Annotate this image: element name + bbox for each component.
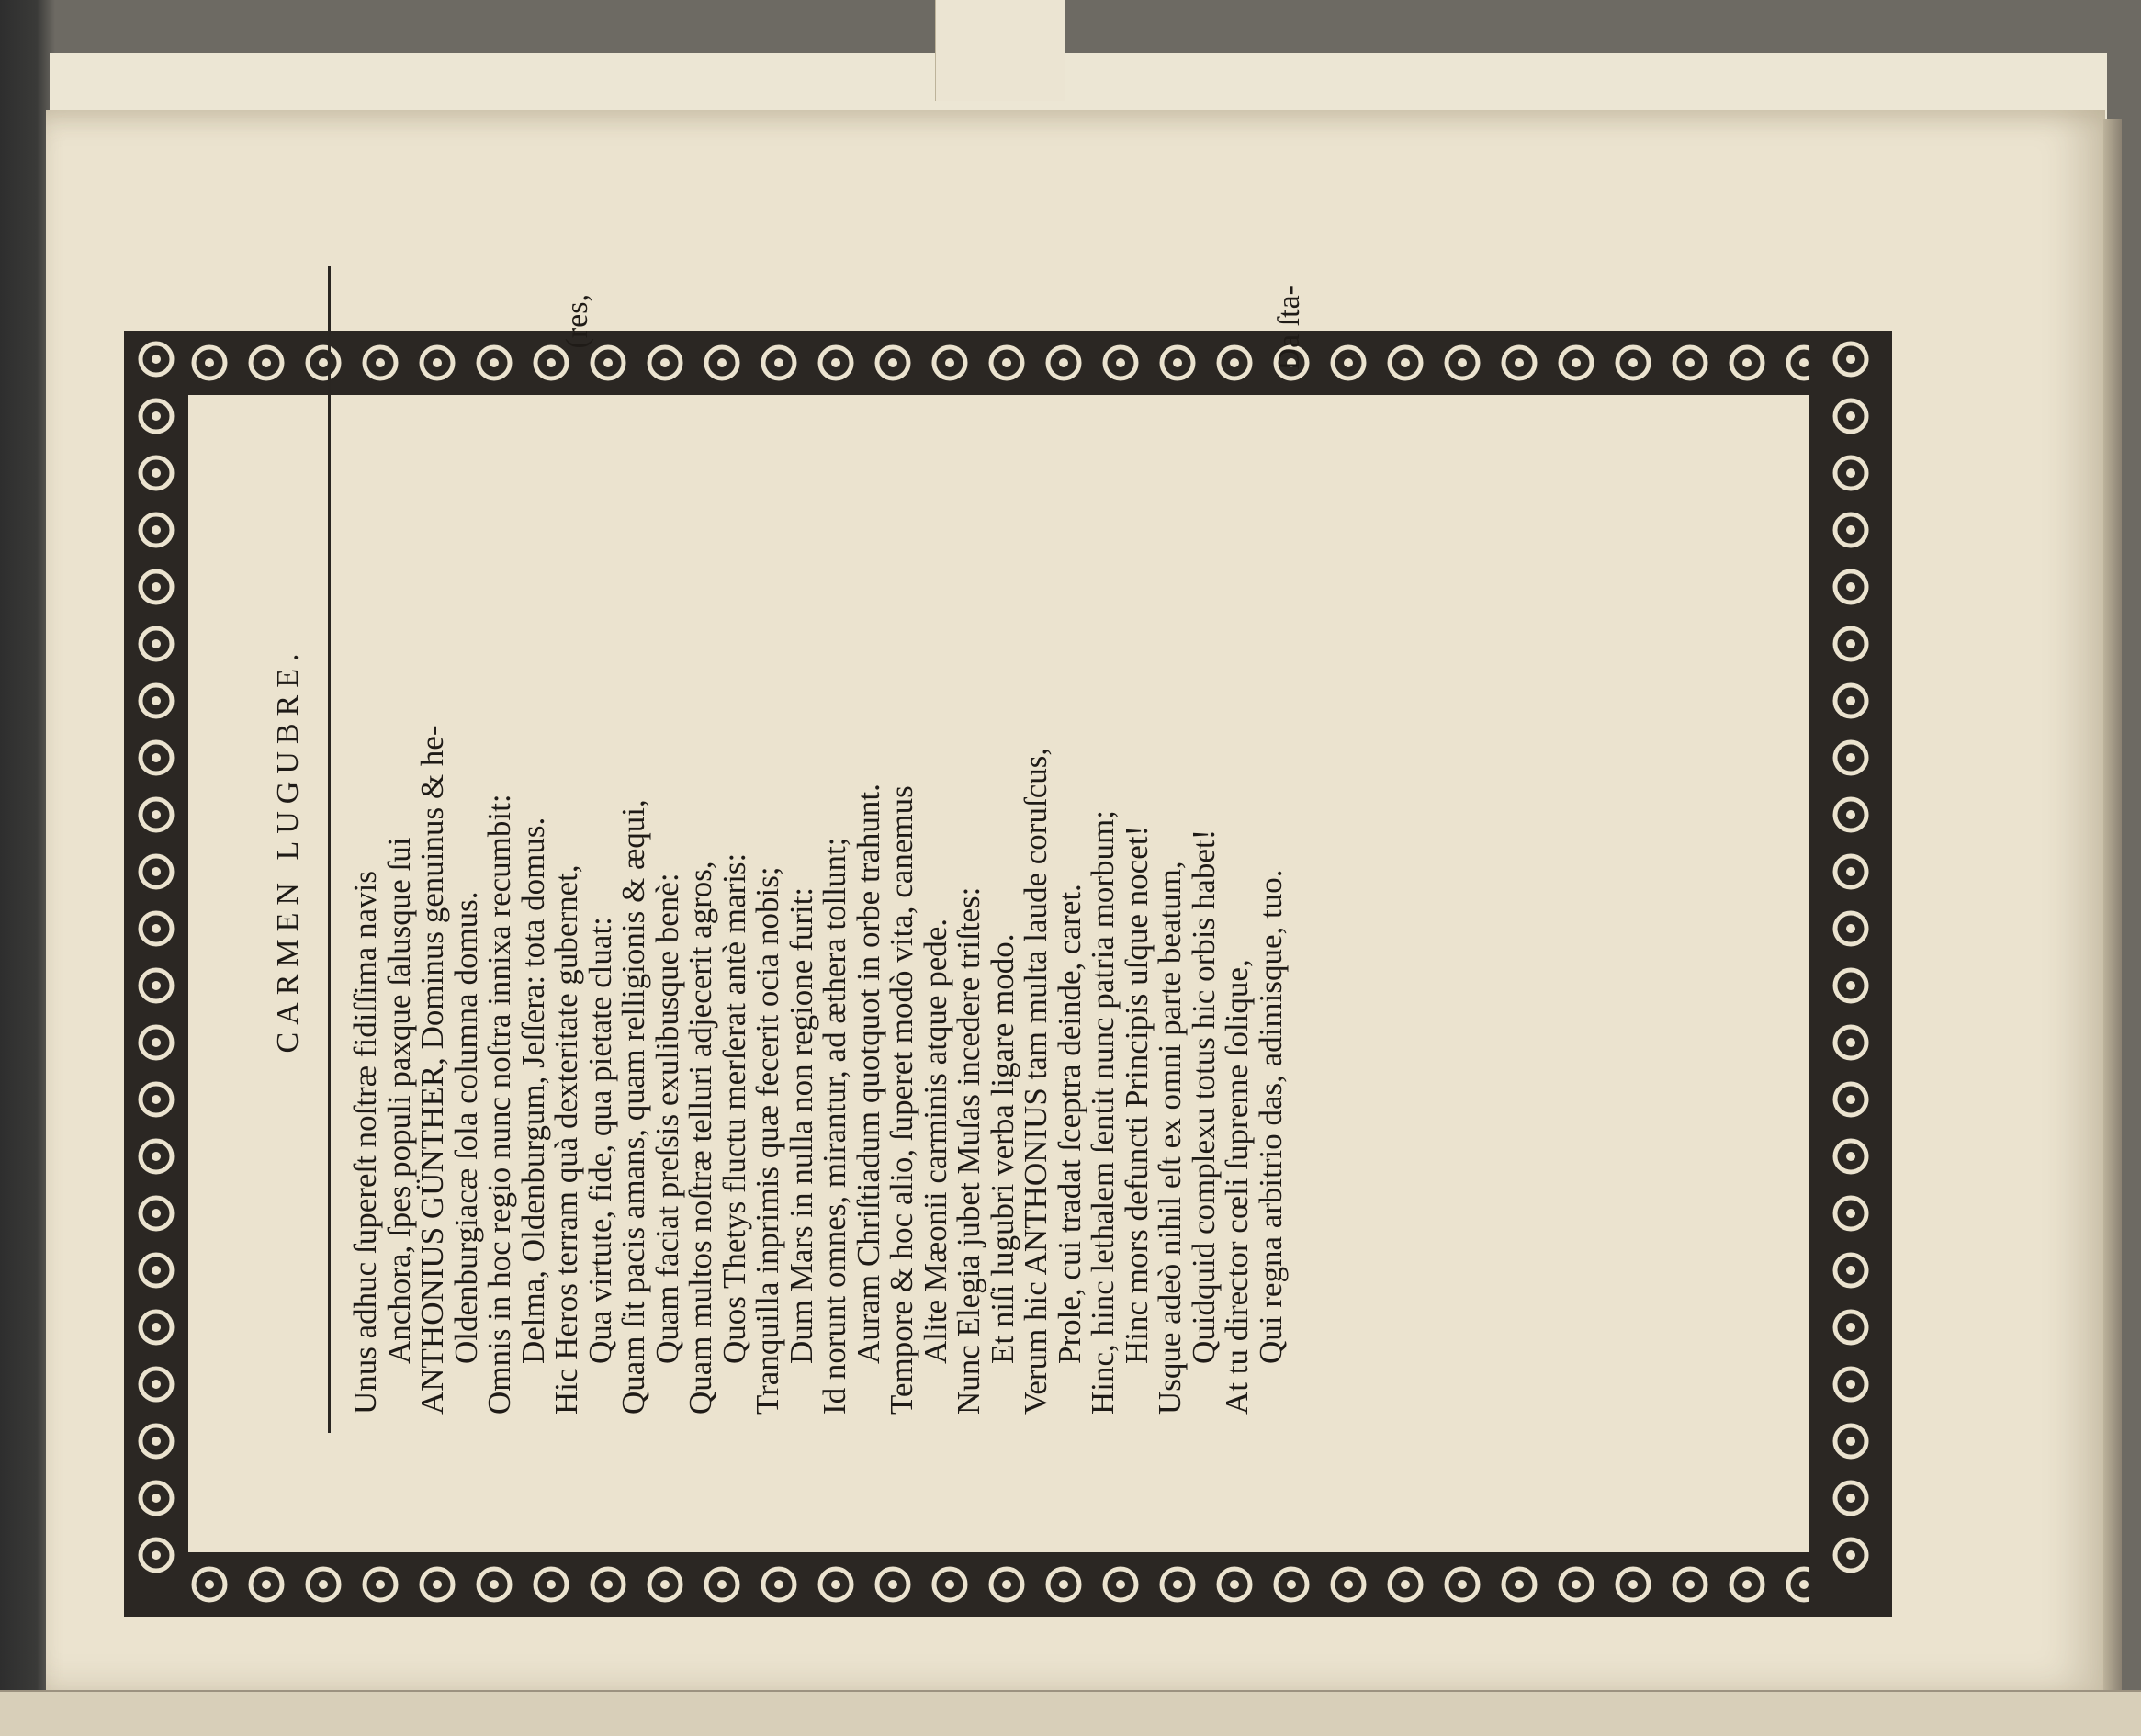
verse-line: Usque adeò nihil eſt ex omni parte beatum, [1152, 861, 1188, 1415]
overflow-word: (res, [560, 294, 594, 349]
scroll-dot [152, 411, 161, 421]
scroll-dot [262, 358, 271, 367]
scroll-dot [490, 1580, 499, 1589]
scroll-dot [1846, 468, 1855, 478]
scroll-dot [152, 1266, 161, 1275]
scroll-dot [433, 1580, 442, 1589]
verse-line: Qua virtute, fide, qua pietate cluat: [581, 917, 618, 1364]
verse-line: Verum hic ANTHONIUS tam multa laude coruſcus, [1018, 747, 1054, 1415]
verse-line: Quos Thetys fluctu merſerat antè maris: [716, 852, 752, 1364]
scroll-dot [205, 1580, 214, 1589]
verse-line: ANTHONIUS GÜNTHER, Dominus genuinus & he- [414, 725, 450, 1415]
scroll-dot [1287, 1580, 1296, 1589]
scroll-dot [660, 1580, 670, 1589]
scroll-dot [152, 1437, 161, 1446]
scroll-dot [1846, 753, 1855, 762]
verse-line: Oldenburgiacæ ſola columna domus. [447, 891, 484, 1364]
scroll-dot [1002, 1580, 1011, 1589]
scroll-dot [1846, 1437, 1855, 1446]
scroll-dot [1685, 1580, 1695, 1589]
scroll-dot [262, 1580, 271, 1589]
verse-line: Anchora, ſpes populi paxque ſalusque ſui [380, 837, 417, 1364]
verse-list [349, 276, 1288, 1415]
scroll-dot [152, 355, 161, 364]
verse-line: Quam faciat preſsis exulibusque benè: [648, 873, 685, 1364]
scroll-dot [152, 1152, 161, 1161]
verse-line: Prole, cui tradat ſceptra deinde, caret. [1051, 884, 1087, 1364]
scroll-dot [1628, 1580, 1638, 1589]
verse-line: Delma, Oldenburgum, Jeſſera: tota domus. [514, 817, 551, 1364]
scroll-dot [1846, 1494, 1855, 1503]
verse-line: Hinc, hinc lethalem ſentit nunc patria morbum; [1085, 809, 1121, 1415]
scroll-dot [547, 1580, 556, 1589]
scroll-dot [152, 639, 161, 648]
scroll-dot [1742, 358, 1752, 367]
verse-line: Hinc mors defuncti Principis uſque nocet! [1118, 825, 1155, 1364]
scroll-dot [152, 696, 161, 705]
scroll-dot [152, 867, 161, 876]
scroll-dot [1116, 1580, 1125, 1589]
scroll-dot [152, 1038, 161, 1047]
scroll-dot [888, 1580, 897, 1589]
scroll-dot [1742, 1580, 1752, 1589]
catchword: Da ſta- [1272, 285, 1306, 371]
scroll-dot [717, 1580, 727, 1589]
scroll-dot [1846, 981, 1855, 990]
verse-line: Quam multos noſtræ telluri adjecerit agros, [682, 861, 718, 1415]
verse-line: Tranquilla inprimis quæ fecerit ocia nobis; [749, 866, 785, 1415]
verse-line: Nunc Elegia jubet Muſas incedere triſtes: [951, 886, 986, 1415]
verse-line: Dum Mars in nulla non regione furit: [783, 886, 819, 1364]
scroll-dot [152, 1550, 161, 1560]
scroll-dot [1846, 1209, 1855, 1218]
scroll-dot [319, 1580, 328, 1589]
scroll-dot [152, 810, 161, 819]
scroll-dot [945, 1580, 954, 1589]
scroll-dot [831, 1580, 840, 1589]
scroll-dot [1059, 1580, 1068, 1589]
scroll-dot [1458, 1580, 1467, 1589]
scroll-dot [1846, 810, 1855, 819]
verse-line: At tu director cœli ſupreme ſolique, [1219, 959, 1255, 1415]
scroll-dot [1846, 1380, 1855, 1389]
scroll-dot [774, 1580, 783, 1589]
scroll-dot [152, 981, 161, 990]
verse-line: Id norunt omnes, mirantur, ad æthera tollunt; [817, 837, 852, 1415]
scroll-dot [1846, 411, 1855, 421]
verse-line: Hic Heros terram quà dexteritate gubernet, [548, 864, 584, 1415]
scroll-dot [1344, 1580, 1353, 1589]
verse-line: Tempore & hoc alio, ſuperet modò vita, canemus [884, 785, 919, 1415]
verse-line: Unus adhuc ſupereſt noſtræ fidiſſima navis [347, 871, 383, 1415]
scroll-dot [152, 924, 161, 933]
verse-line: Auram Chriſtiadum quotquot in orbe trahunt. [850, 783, 886, 1364]
scroll-dot [152, 468, 161, 478]
scroll-dot [152, 1380, 161, 1389]
scroll-dot [1846, 696, 1855, 705]
scroll-dot [1846, 639, 1855, 648]
verse-line: Alite Mæonii carminis atque pede. [917, 918, 953, 1364]
verse-line: Quam ſit pacis amans, quam relligionis & æqui, [615, 799, 651, 1415]
scroll-dot [1846, 1550, 1855, 1560]
scroll-dot [1846, 1095, 1855, 1104]
scroll-dot [152, 582, 161, 592]
scroll-dot [376, 1580, 385, 1589]
poem-title: CARMEN LUGUBRE. [271, 646, 305, 1054]
scroll-dot [1846, 1038, 1855, 1047]
scroll-dot [1173, 1580, 1182, 1589]
scroll-dot [1230, 1580, 1239, 1589]
scroll-dot [1846, 355, 1855, 364]
verse-line: Et niſi lugubri verba ligare modo. [984, 933, 1020, 1364]
scroll-dot [1846, 924, 1855, 933]
verse-line: Quidquid complexu totus hic orbis habet! [1185, 829, 1222, 1364]
scroll-dot [1846, 525, 1855, 535]
scroll-dot [152, 753, 161, 762]
verse-line: Qui regna arbitrio das, adimisque, tuo. [1252, 869, 1289, 1364]
scroll-dot [152, 1209, 161, 1218]
scroll-dot [1515, 1580, 1524, 1589]
poem-text-block [271, 266, 1741, 1433]
scroll-dot [152, 1494, 161, 1503]
scroll-dot [1401, 1580, 1410, 1589]
scroll-dot [205, 358, 214, 367]
scroll-dot [1846, 1323, 1855, 1332]
scroll-dot [1846, 1152, 1855, 1161]
scroll-dot [1799, 1580, 1809, 1589]
verse-line: Omnis in hoc regio nunc noſtra innixa recumbit: [481, 794, 517, 1415]
scroll-dot [1799, 358, 1809, 367]
scroll-dot [1846, 867, 1855, 876]
scroll-dot [603, 1580, 613, 1589]
scroll-dot [1572, 1580, 1581, 1589]
scroll-dot [152, 1095, 161, 1104]
title-rule [328, 266, 331, 1433]
scroll-dot [152, 525, 161, 535]
scroll-dot [1846, 1266, 1855, 1275]
scroll-dot [152, 1323, 161, 1332]
scroll-dot [1846, 582, 1855, 592]
